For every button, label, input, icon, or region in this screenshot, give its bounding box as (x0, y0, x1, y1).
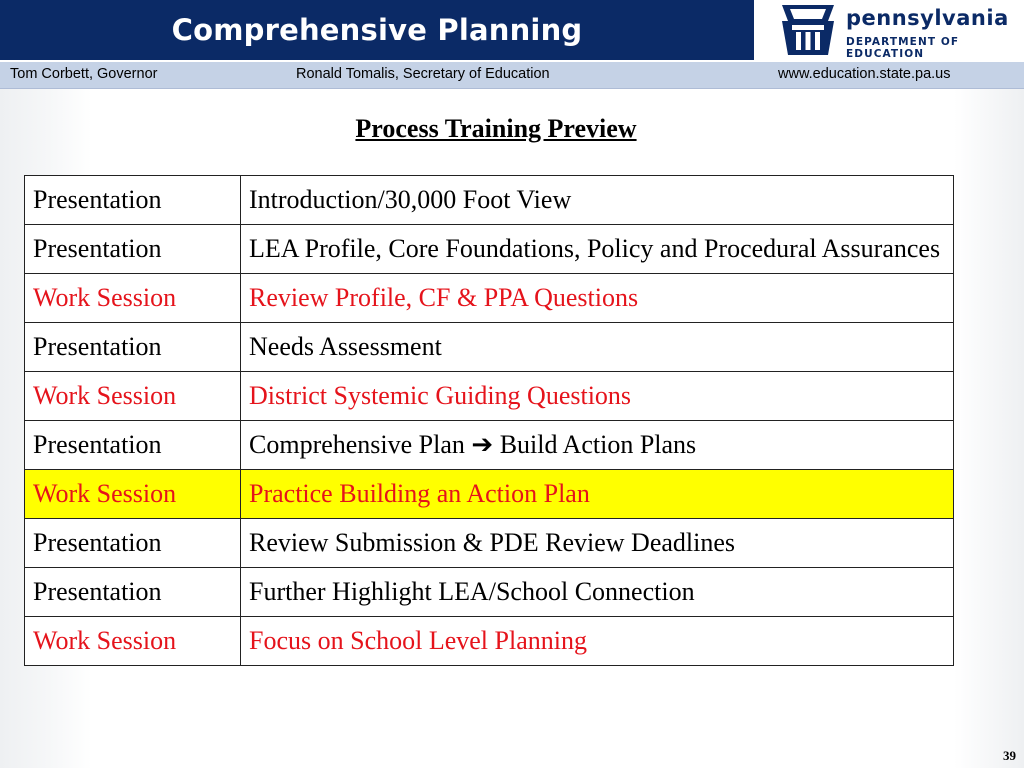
pde-logo (756, 0, 1024, 60)
session-topic: Focus on School Level Planning (241, 617, 954, 666)
page-number: 39 (1003, 748, 1016, 763)
session-type: Work Session (25, 274, 241, 323)
logo-name: pennsylvania (846, 6, 1009, 30)
subheader-bar (0, 62, 1024, 89)
session-type: Work Session (25, 470, 241, 519)
table-row (25, 274, 954, 323)
secretary-text: Ronald Tomalis, Secretary of Education (296, 66, 550, 82)
table-row (25, 225, 954, 274)
page-heading: Process Training Preview (355, 114, 637, 143)
logo-subtitle: DEPARTMENT OF EDUCATION (846, 36, 960, 60)
session-topic: Review Profile, CF & PPA Questions (241, 274, 954, 323)
table-row (25, 568, 954, 617)
session-topic: Practice Building an Action Plan (241, 470, 954, 519)
session-topic: Review Submission & PDE Review Deadlines (241, 519, 954, 568)
table-row (25, 519, 954, 568)
session-type: Presentation (25, 568, 241, 617)
session-type: Work Session (25, 372, 241, 421)
table-row (25, 617, 954, 666)
session-type: Presentation (25, 323, 241, 372)
table-row-highlighted (25, 470, 954, 519)
training-schedule-table (24, 175, 954, 666)
session-type: Presentation (25, 176, 241, 225)
table-row (25, 323, 954, 372)
session-topic: Further Highlight LEA/School Connection (241, 568, 954, 617)
website-link[interactable]: www.education.state.pa.us (778, 66, 951, 82)
slide-title: Comprehensive Planning (171, 13, 583, 47)
table-row (25, 421, 954, 470)
session-topic: Comprehensive Plan ➔ Build Action Plans (241, 421, 954, 470)
right-decorative-fade (954, 89, 1024, 768)
governor-text: Tom Corbett, Governor (10, 66, 158, 82)
session-topic: LEA Profile, Core Foundations, Policy and Procedural Assurances (241, 225, 954, 274)
table-row (25, 176, 954, 225)
session-type: Presentation (25, 421, 241, 470)
session-topic: Introduction/30,000 Foot View (241, 176, 954, 225)
session-type: Presentation (25, 225, 241, 274)
session-type: Work Session (25, 617, 241, 666)
keystone-logo-icon (778, 3, 838, 57)
session-type: Presentation (25, 519, 241, 568)
title-bar (0, 0, 754, 60)
table-row (25, 372, 954, 421)
session-topic: Needs Assessment (241, 323, 954, 372)
session-topic: District Systemic Guiding Questions (241, 372, 954, 421)
